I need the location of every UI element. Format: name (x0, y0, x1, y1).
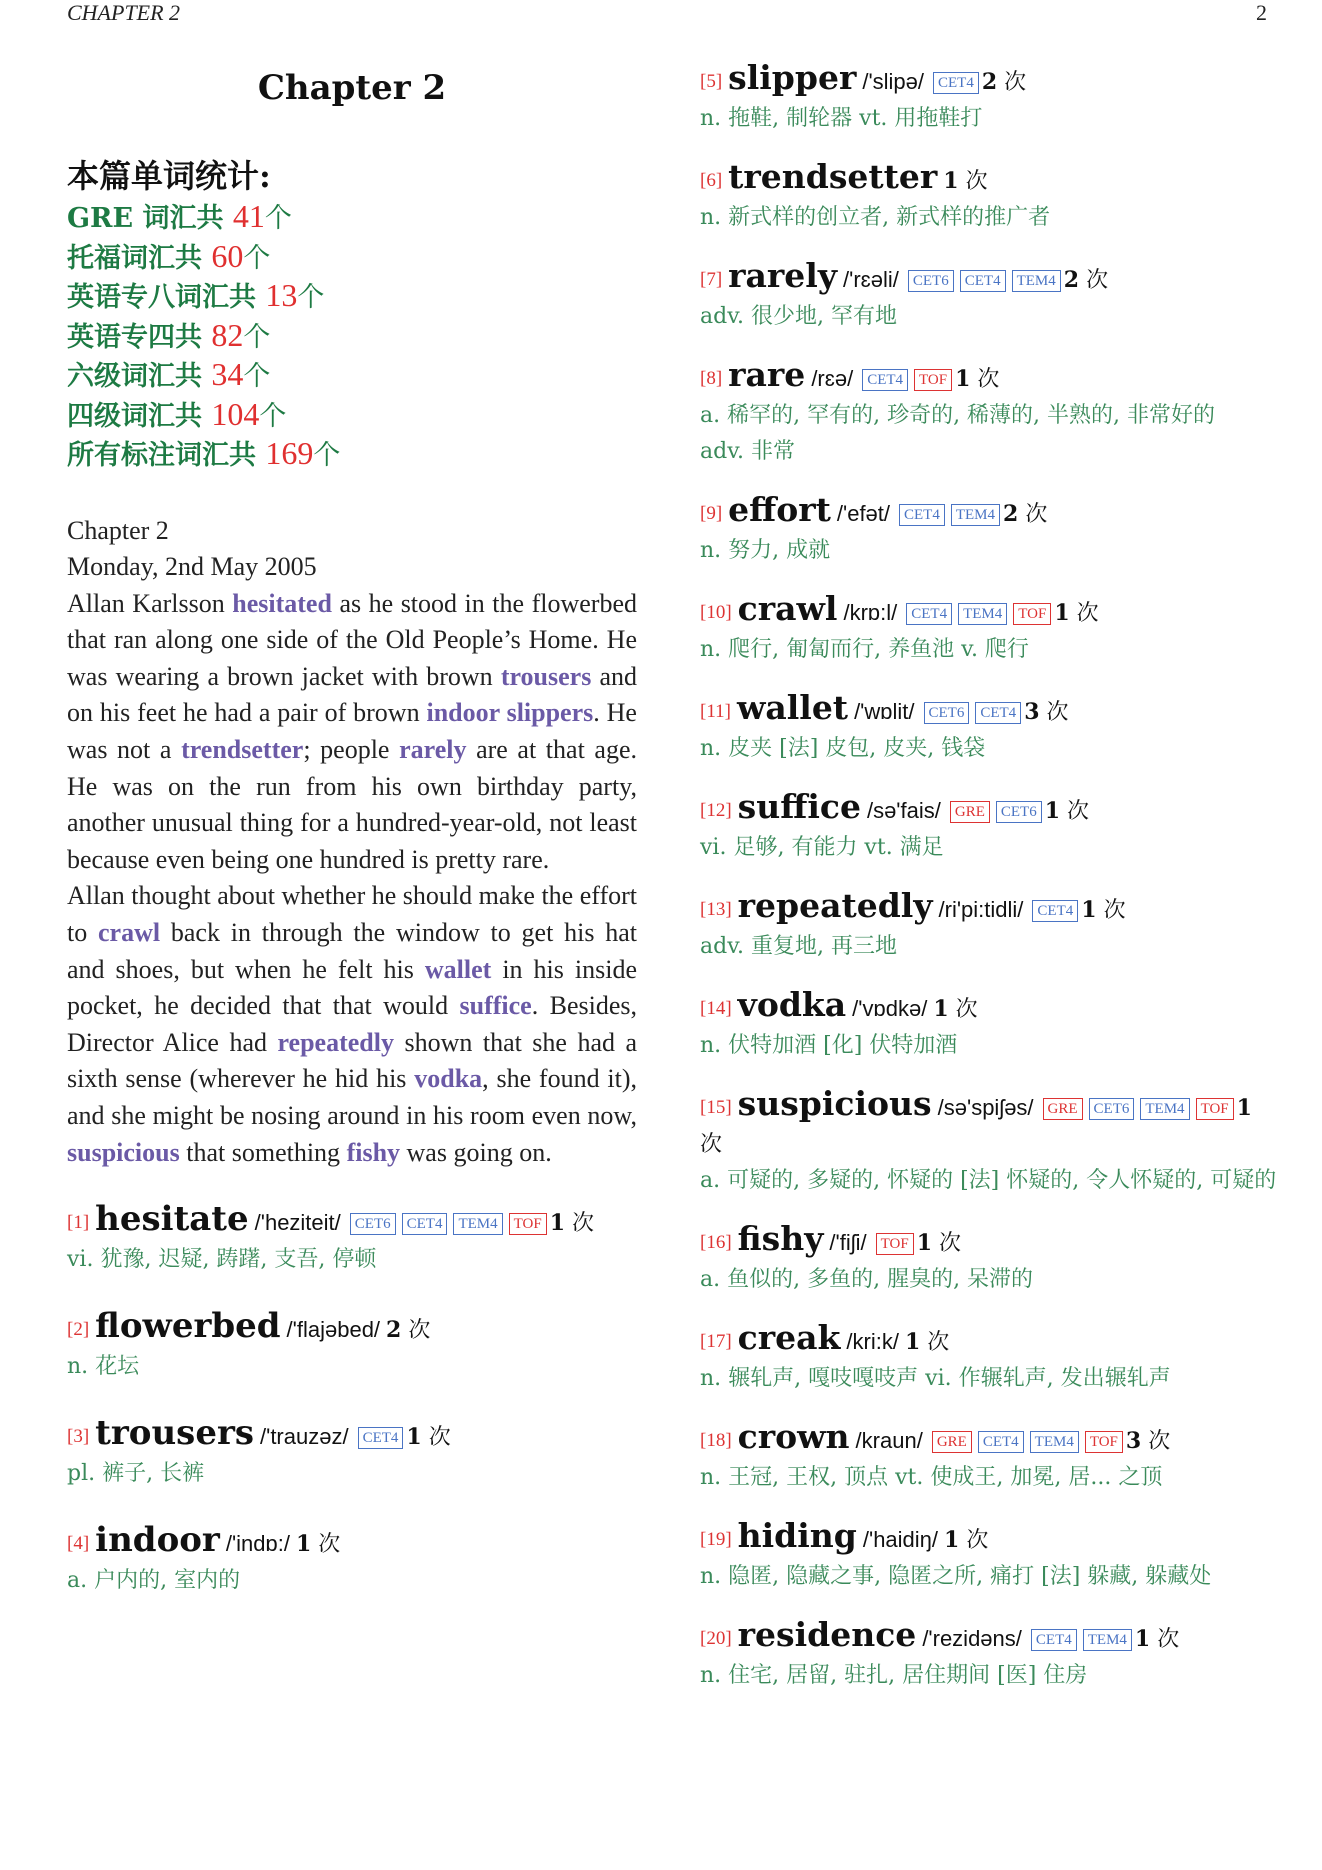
stat-unit: 个 (243, 321, 271, 353)
story-text-run: was going on. (400, 1137, 552, 1167)
entry-head (700, 987, 1280, 1028)
entry-phonetic: /'slipə/ (862, 69, 925, 94)
vocab-entry (700, 1086, 1280, 1199)
running-head-chapter: CHAPTER 2 (67, 0, 181, 25)
entry-count (1003, 502, 1047, 527)
stat-unit: 个 (259, 400, 287, 432)
exam-tag: GRE (1043, 1098, 1083, 1120)
count-unit: 次 (700, 1132, 723, 1157)
story-text-run: and on his feet he had a pair of brown (67, 661, 638, 728)
entry-word: hiding (737, 1516, 857, 1555)
entry-word: suffice (737, 787, 861, 826)
entry-head (700, 1419, 1280, 1460)
count-unit: 次 (966, 1528, 989, 1553)
entry-number: [6] (700, 170, 723, 191)
exam-tag: TEM4 (1083, 1629, 1132, 1651)
entry-count (296, 1532, 340, 1557)
exam-tag: CET4 (933, 72, 979, 94)
vocab-entry (700, 357, 1280, 470)
count-value: 2 (1003, 501, 1019, 527)
stat-line (67, 277, 637, 317)
count-unit: 次 (955, 997, 978, 1022)
vocab-entry (700, 888, 1280, 965)
exam-tag: CET6 (924, 702, 970, 724)
entry-definition: n. 拖鞋, 制轮器 vt. 用拖鞋打 (700, 106, 983, 131)
chapter-title: Chapter 2 (257, 68, 447, 108)
exam-tag: TEM4 (1030, 1431, 1079, 1453)
entry-count (933, 997, 977, 1022)
word-stats (67, 156, 637, 475)
stat-unit: 个 (243, 242, 271, 274)
count-unit: 次 (408, 1318, 431, 1344)
entry-word: suspicious (737, 1084, 932, 1123)
entry-number: [15] (700, 1097, 732, 1118)
entry-word: creak (737, 1318, 841, 1357)
count-unit: 次 (1025, 502, 1048, 527)
story-chapter-line: Chapter 2 (67, 515, 169, 545)
exam-tag: CET4 (402, 1213, 448, 1235)
entry-head (700, 789, 1280, 830)
entry-phonetic: /'heziteit/ (254, 1210, 341, 1236)
entry-number: [4] (67, 1533, 90, 1555)
entry-phonetic: /'efət/ (836, 501, 891, 526)
count-value: 3 (1125, 1428, 1142, 1454)
entry-head (700, 159, 1280, 200)
entry-word: vodka (737, 985, 847, 1024)
entry-number: [9] (700, 503, 723, 524)
highlighted-word: trendsetter (181, 735, 304, 765)
stat-label: 英语专四共 (67, 321, 212, 353)
count-unit: 次 (1103, 898, 1126, 923)
exam-tag: CET4 (358, 1427, 404, 1449)
highlighted-word: wallet (424, 954, 492, 984)
stat-line (67, 317, 637, 357)
story-text-run: in his inside pocket, he decided that that would (67, 954, 638, 1021)
count-unit: 次 (977, 367, 1000, 392)
vocab-entry (67, 1308, 637, 1385)
running-head (67, 0, 1267, 26)
entry-number: [8] (700, 368, 723, 389)
exam-tag: CET4 (906, 603, 952, 625)
entry-head (700, 690, 1280, 731)
exam-tag: TEM4 (453, 1213, 502, 1235)
count-value: 1 (944, 1527, 960, 1553)
story-date-line: Monday, 2nd May 2005 (67, 552, 317, 582)
exam-tag: CET4 (1032, 900, 1078, 922)
entry-word: rarely (728, 256, 838, 295)
exam-tag: CET4 (899, 504, 945, 526)
entry-number: [2] (67, 1319, 90, 1341)
entry-definition: n. 住宅, 居留, 驻扎, 居住期间 [医] 住房 (700, 1663, 1088, 1688)
entry-definition: vi. 犹豫, 迟疑, 踌躇, 支吾, 停顿 (67, 1247, 377, 1273)
stat-line (67, 356, 637, 396)
entry-count (1126, 1429, 1170, 1454)
entry-definition: n. 辗轧声, 嘎吱嘎吱声 vi. 作辗轧声, 发出辗轧声 (700, 1366, 1171, 1391)
entry-number: [12] (700, 800, 732, 821)
entry-phonetic: /'rezidəns/ (922, 1626, 1022, 1651)
count-unit: 次 (965, 169, 988, 194)
count-value: 1 (1134, 1626, 1151, 1652)
stat-count: 104 (211, 395, 260, 432)
entry-count (550, 1211, 594, 1236)
entry-word: trousers (95, 1413, 254, 1454)
entry-head (67, 1201, 637, 1242)
stat-count: 13 (265, 277, 298, 313)
story-text-run: that something (179, 1137, 347, 1167)
count-value: 1 (933, 996, 949, 1022)
count-unit: 次 (1086, 268, 1109, 293)
entry-number: [17] (700, 1331, 732, 1352)
exam-tag: CET4 (960, 270, 1006, 292)
story-text-run: , she found it), and she might be nosing around in his room even now, (67, 1064, 638, 1130)
entry-number: [10] (700, 602, 732, 623)
stat-line (67, 198, 637, 238)
exam-tag: CET6 (350, 1213, 396, 1235)
entry-head (700, 258, 1280, 299)
entry-word: effort (728, 490, 831, 529)
count-value: 2 (1063, 267, 1080, 293)
stat-count: 41 (232, 198, 265, 234)
entry-word: residence (737, 1615, 917, 1654)
entry-count (1024, 700, 1068, 725)
exam-tag: TEM4 (958, 603, 1007, 625)
vocab-entry (700, 1419, 1280, 1496)
count-value: 1 (406, 1424, 422, 1451)
highlighted-word: vodka (414, 1064, 483, 1094)
stat-label: 英语专八词汇共 (67, 282, 266, 313)
entry-number: [18] (700, 1430, 732, 1451)
entry-definition: n. 伏特加酒 [化] 伏特加酒 (700, 1033, 958, 1058)
vocab-list-right (700, 60, 1280, 1716)
count-value: 1 (916, 1230, 932, 1256)
stat-unit: 个 (297, 282, 325, 313)
exam-tag: CET4 (862, 369, 908, 391)
count-value: 1 (1054, 600, 1070, 626)
entry-phonetic: /'haidiŋ/ (862, 1527, 939, 1552)
entry-phonetic: /ri'pi:tidli/ (938, 897, 1024, 922)
stat-line (67, 238, 637, 278)
entry-phonetic: /'rɛəli/ (843, 267, 899, 292)
entry-phonetic: /'fiʃi/ (829, 1230, 867, 1255)
entry-definition: pl. 裤子, 长裤 (67, 1461, 205, 1487)
entry-word: repeatedly (737, 886, 933, 925)
entry-word: rare (728, 355, 806, 394)
count-value: 2 (386, 1317, 402, 1344)
entry-phonetic: /sə'fais/ (866, 798, 941, 823)
entry-count (386, 1318, 430, 1343)
highlighted-word: indoor slippers (426, 698, 594, 728)
entry-count (917, 1231, 961, 1256)
page-number: 2 (1256, 0, 1267, 25)
vocab-entry (700, 60, 1280, 137)
entry-head (700, 1221, 1280, 1262)
story-text-run: Allan Karlsson (67, 588, 233, 618)
highlighted-word: trousers (500, 661, 592, 691)
count-unit: 次 (572, 1211, 595, 1237)
entry-number: [3] (67, 1426, 90, 1448)
highlighted-word: suffice (459, 991, 532, 1021)
entry-definition: n. 隐匿, 隐藏之事, 隐匿之所, 痛打 [法] 躲藏, 躲藏处 (700, 1564, 1212, 1589)
vocab-entry (700, 159, 1280, 236)
story-text-run: ; people (303, 735, 400, 765)
entry-head (700, 1518, 1280, 1559)
count-unit: 次 (1076, 601, 1099, 626)
entry-definition: adv. 重复地, 再三地 (700, 934, 897, 959)
entry-phonetic: /kraun/ (855, 1428, 923, 1453)
stat-label: GRE 词汇共 (67, 203, 233, 234)
entry-head (700, 492, 1280, 533)
exam-tag: CET6 (908, 270, 954, 292)
exam-tag: CET4 (975, 702, 1021, 724)
entry-definition: n. 王冠, 王权, 顶点 vt. 使成王, 加冕, 居... 之顶 (700, 1465, 1163, 1490)
entry-definition: n. 爬行, 匍匐而行, 养鱼池 v. 爬行 (700, 637, 1029, 662)
entry-count (406, 1425, 450, 1450)
count-unit: 次 (1157, 1627, 1180, 1652)
stat-line (67, 435, 637, 475)
story-text-run: . Besides, Director Alice had (67, 991, 637, 1057)
entry-count (943, 169, 987, 194)
entry-definition: adv. 很少地, 罕有地 (700, 304, 897, 329)
count-value: 2 (981, 69, 998, 95)
highlighted-word: fishy (346, 1137, 401, 1167)
count-value: 1 (943, 168, 959, 194)
vocab-entry (700, 258, 1280, 335)
entry-head (700, 357, 1280, 398)
entry-head (700, 1617, 1280, 1658)
count-value: 1 (904, 1329, 921, 1355)
entry-word: flowerbed (95, 1306, 281, 1347)
entry-count (982, 70, 1026, 95)
entry-count (1054, 601, 1098, 626)
entry-head (67, 1522, 637, 1563)
stat-label: 所有标注词汇共 (67, 440, 266, 471)
story-text (67, 513, 637, 1172)
exam-tag: GRE (950, 801, 990, 823)
vocab-entry (700, 789, 1280, 866)
story-text-run: back in through the window to get his hat and shoes, but when he felt his (67, 918, 637, 984)
entry-phonetic: /krɒ:l/ (843, 600, 898, 625)
entry-phonetic: /'flajəbed/ (286, 1317, 381, 1343)
entry-number: [20] (700, 1628, 732, 1649)
entry-count (1081, 898, 1125, 923)
stat-unit: 个 (243, 361, 271, 392)
entry-number: [5] (700, 71, 723, 92)
entry-count (1064, 268, 1108, 293)
count-unit: 次 (1067, 799, 1090, 824)
entry-count (1045, 799, 1089, 824)
entry-definition: a. 稀罕的, 罕有的, 珍奇的, 稀薄的, 半熟的, 非常好的 (700, 403, 1216, 428)
entry-word: crown (737, 1417, 850, 1456)
entry-phonetic: /kri:k/ (846, 1329, 899, 1354)
entry-head (700, 60, 1280, 101)
count-value: 1 (295, 1531, 312, 1558)
entry-definition: a. 鱼似的, 多鱼的, 腥臭的, 呆滞的 (700, 1267, 1034, 1292)
entry-head (67, 1415, 637, 1456)
entry-definition: n. 新式样的创立者, 新式样的推广者 (700, 205, 1051, 230)
entry-number: [11] (700, 701, 731, 722)
count-value: 3 (1024, 699, 1040, 725)
entry-count (944, 1528, 988, 1553)
entry-word: crawl (737, 589, 838, 628)
entry-count (955, 367, 999, 392)
entry-definition: adv. 非常 (700, 439, 796, 464)
highlighted-word: hesitated (232, 588, 332, 618)
exam-tag: TOF (876, 1233, 914, 1255)
stat-count: 34 (211, 356, 244, 392)
vocab-entry (700, 1617, 1280, 1694)
entry-word: wallet (736, 688, 849, 727)
vocab-list-left (67, 1201, 637, 1599)
count-unit: 次 (1148, 1429, 1171, 1454)
entry-count (1135, 1627, 1179, 1652)
entry-word: trendsetter (728, 157, 938, 196)
exam-tag: CET4 (1031, 1629, 1077, 1651)
vocab-entry (700, 1518, 1280, 1595)
count-value: 1 (1044, 798, 1061, 824)
count-value: 1 (1081, 897, 1097, 923)
entry-head (700, 591, 1280, 632)
highlighted-word: repeatedly (277, 1027, 394, 1057)
entry-word: hesitate (95, 1199, 249, 1240)
entry-number: [7] (700, 269, 723, 290)
count-value: 1 (955, 366, 971, 392)
vocab-entry (700, 492, 1280, 569)
story-text-run: Allan thought about whether he should make the effort to (67, 881, 637, 948)
vocab-entry (700, 987, 1280, 1064)
count-value: 1 (549, 1210, 566, 1237)
entry-phonetic: /'trauzəz/ (260, 1424, 349, 1450)
stat-count: 82 (211, 316, 244, 353)
entry-number: [14] (700, 998, 732, 1019)
entry-number: [1] (67, 1212, 90, 1234)
entry-head (700, 1086, 1280, 1163)
vocab-entry (67, 1522, 637, 1599)
exam-tag: CET4 (978, 1431, 1024, 1453)
stat-count: 60 (211, 237, 244, 274)
exam-tag: TEM4 (1140, 1098, 1189, 1120)
stat-count: 169 (265, 435, 314, 471)
entry-head (700, 1320, 1280, 1361)
entry-word: fishy (737, 1219, 824, 1258)
entry-number: [16] (700, 1232, 732, 1253)
entry-head (67, 1308, 637, 1349)
highlighted-word: crawl (98, 918, 161, 948)
stats-list (67, 198, 637, 475)
count-unit: 次 (318, 1532, 341, 1558)
entry-number: [13] (700, 899, 732, 920)
stat-label: 四级词汇共 (67, 400, 212, 432)
left-column (67, 60, 637, 1629)
entry-definition: n. 皮夹 [法] 皮包, 皮夹, 钱袋 (700, 736, 986, 761)
exam-tag: TOF (1013, 603, 1051, 625)
vocab-entry (700, 690, 1280, 767)
stat-unit: 个 (313, 440, 341, 471)
count-unit: 次 (1046, 700, 1069, 725)
entry-definition: a. 户内的, 室内的 (67, 1568, 241, 1594)
count-unit: 次 (939, 1231, 962, 1256)
entry-definition: n. 花坛 (67, 1354, 140, 1380)
entry-count (905, 1330, 949, 1355)
stat-label: 六级词汇共 (67, 361, 212, 392)
exam-tag: TEM4 (951, 504, 1000, 526)
exam-tag: CET6 (1089, 1098, 1135, 1120)
exam-tag: TOF (509, 1213, 547, 1235)
story-text-run: as he stood in the flowerbed that ran along one side of the Old People’s Home. He was wearing a brown jacket with brown (67, 588, 637, 691)
entry-word: indoor (95, 1520, 220, 1561)
entry-phonetic: /rɛə/ (811, 366, 854, 391)
entry-number: [19] (700, 1529, 732, 1550)
vocab-entry (67, 1201, 637, 1278)
story-paragraph-1 (67, 586, 637, 879)
count-value: 1 (1236, 1095, 1252, 1121)
highlighted-word: rarely (399, 735, 467, 765)
vocab-entry (700, 1221, 1280, 1298)
entry-definition: n. 努力, 成就 (700, 538, 831, 563)
entry-phonetic: /'vɒdkə/ (852, 996, 928, 1021)
entry-definition: a. 可疑的, 多疑的, 怀疑的 [法] 怀疑的, 令人怀疑的, 可疑的 (700, 1168, 1277, 1193)
exam-tag: TEM4 (1012, 270, 1061, 292)
count-unit: 次 (1004, 70, 1027, 95)
story-text-run: . He was not a (67, 698, 637, 765)
entry-phonetic: /'indɒ:/ (225, 1531, 290, 1557)
entry-definition: vi. 足够, 有能力 vt. 满足 (700, 835, 944, 860)
exam-tag: TOF (914, 369, 952, 391)
exam-tag: GRE (932, 1431, 972, 1453)
stat-unit: 个 (264, 203, 292, 234)
entry-word: slipper (728, 58, 857, 97)
story-text-run: shown that she had a sixth sense (wherever he hid his (67, 1027, 638, 1094)
exam-tag: CET6 (996, 801, 1042, 823)
vocab-entry (67, 1415, 637, 1492)
story-paragraph-2 (67, 878, 637, 1171)
entry-phonetic: /'wɒlit/ (854, 699, 915, 724)
story-text-run: are at that age. He was on the run from his own birthday party, another unusual thing for a hundred-year-old, not least because even being one hundred is pretty rare. (67, 735, 637, 874)
stats-heading: 本篇单词统计: (67, 157, 271, 195)
vocab-entry (700, 1320, 1280, 1397)
count-unit: 次 (927, 1330, 950, 1355)
exam-tag: TOF (1085, 1431, 1123, 1453)
stat-label: 托福词汇共 (67, 242, 212, 274)
entry-phonetic: /sə'spiʃəs/ (937, 1095, 1034, 1120)
exam-tag: TOF (1196, 1098, 1234, 1120)
highlighted-word: suspicious (67, 1137, 180, 1167)
stat-line (67, 396, 637, 436)
count-unit: 次 (428, 1425, 451, 1451)
entry-head (700, 888, 1280, 929)
vocab-entry (700, 591, 1280, 668)
